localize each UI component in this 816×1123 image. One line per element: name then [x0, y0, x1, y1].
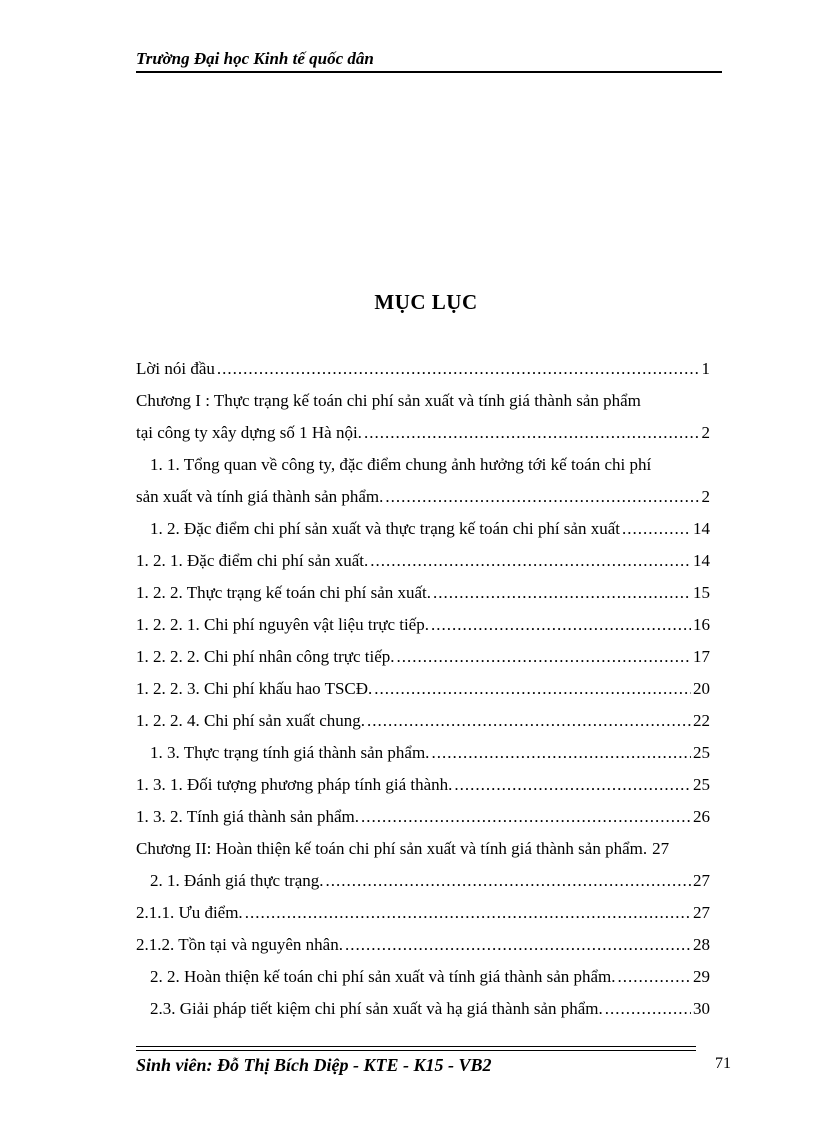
toc-entry-label-line1: 1. 1. Tổng quan về công ty, đặc điểm chung ảnh hưởng tới kế toán chi phí	[150, 455, 652, 474]
toc-entry[interactable]	[136, 612, 710, 644]
toc-entry-label: 1. 3. 1. Đối tượng phương pháp tính giá thành.	[136, 775, 453, 794]
footer-student: Sinh viên: Đỗ Thị Bích Diệp - KTE - K15 - VB2	[136, 1055, 492, 1075]
toc-page-number: 30	[693, 999, 710, 1018]
toc-entry[interactable]	[136, 836, 710, 868]
toc-entry[interactable]	[136, 740, 710, 772]
toc-leader	[385, 484, 699, 510]
toc-entry[interactable]	[136, 708, 710, 740]
toc-page-number: 16	[693, 615, 710, 634]
toc-page-number: 22	[693, 711, 710, 730]
toc-entry-label: 2. 2. Hoàn thiện kế toán chi phí sản xuất và tính giá thành sản phẩm.	[150, 967, 616, 986]
toc-entry-label: Lời nói đầu	[136, 359, 215, 378]
toc-leader	[622, 516, 691, 542]
toc-page-number: 14	[693, 551, 710, 570]
toc-entry[interactable]	[136, 676, 710, 708]
toc-entry-label: 2.1.2. Tồn tại và nguyên nhân.	[136, 935, 343, 954]
toc-entry[interactable]	[136, 644, 710, 676]
toc-entry[interactable]	[136, 964, 710, 996]
toc-page-number: 20	[693, 679, 710, 698]
toc-entry-label: 1. 3. Thực trạng tính giá thành sản phẩm.	[150, 743, 430, 762]
toc-entry[interactable]	[136, 388, 710, 452]
toc-entry[interactable]	[136, 580, 710, 612]
toc-entry-label: sản xuất và tính giá thành sản phẩm.	[136, 487, 384, 506]
toc-entry[interactable]	[136, 548, 710, 580]
toc-page-number: 2	[701, 487, 710, 506]
toc-leader	[370, 548, 691, 574]
toc-entry[interactable]	[136, 996, 710, 1028]
toc-entry-label: 1. 2. 2. 3. Chi phí khấu hao TSCĐ.	[136, 679, 373, 698]
toc-leader	[345, 932, 691, 958]
toc-entry[interactable]	[136, 804, 710, 836]
toc-page-number: 25	[693, 775, 710, 794]
toc-entry-label: 2. 1. Đánh giá thực trạng.	[150, 871, 324, 890]
toc-entry[interactable]	[136, 868, 710, 900]
toc-leader	[245, 900, 691, 926]
toc-entry[interactable]	[136, 900, 710, 932]
toc-entry[interactable]	[136, 932, 710, 964]
toc-page-number: 14	[693, 519, 710, 538]
toc-page-number: 27	[652, 839, 670, 858]
toc-leader	[217, 356, 700, 382]
toc-entry-label: 1. 2. 1. Đặc điểm chi phí sản xuất.	[136, 551, 369, 570]
toc-entry[interactable]	[136, 772, 710, 804]
toc-page-number: 27	[693, 903, 710, 922]
toc-entry-label: 1. 2. Đặc điểm chi phí sản xuất và thực trạng kế toán chi phí sản xuất	[150, 519, 620, 538]
footer-rule	[136, 1046, 696, 1047]
toc-entry-label: Chương II: Hoàn thiện kế toán chi phí sản xuất và tính giá thành sản phẩm.	[136, 839, 648, 858]
toc-leader	[454, 772, 691, 798]
toc-entry-label: tại công ty xây dựng số 1 Hà nội.	[136, 423, 362, 442]
toc-page-number: 26	[693, 807, 710, 826]
toc-leader	[374, 676, 691, 702]
toc-page-number: 25	[693, 743, 710, 762]
toc-entry-label: 1. 2. 2. 1. Chi phí nguyên vật liệu trực tiếp.	[136, 615, 429, 634]
toc-leader	[326, 868, 691, 894]
toc-page-number: 2	[701, 423, 710, 442]
toc-leader	[433, 580, 691, 606]
toc-leader	[431, 612, 691, 638]
toc-leader	[431, 740, 691, 766]
toc-leader	[397, 644, 691, 670]
toc-entry-label: 1. 2. 2. 2. Chi phí nhân công trực tiếp.	[136, 647, 395, 666]
toc-entry[interactable]	[136, 452, 710, 516]
header-rule	[136, 71, 722, 73]
page-header-school: Trường Đại học Kinh tế quốc dân	[136, 49, 374, 68]
toc-title: MỤC LỤC	[374, 290, 478, 314]
toc-entry-label: 2.1.1. Ưu điểm.	[136, 903, 243, 922]
table-of-contents	[136, 356, 710, 1028]
toc-leader	[361, 804, 691, 830]
toc-entry-label: 1. 3. 2. Tính giá thành sản phẩm.	[136, 807, 360, 826]
toc-entry-label: 2.3. Giải pháp tiết kiệm chi phí sản xuất và hạ giá thành sản phẩm.	[150, 999, 603, 1018]
toc-page-number: 15	[693, 583, 710, 602]
toc-entry[interactable]	[136, 516, 710, 548]
page-number: 71	[715, 1055, 731, 1072]
toc-page-number: 28	[693, 935, 710, 954]
toc-leader	[605, 996, 691, 1022]
toc-leader	[618, 964, 691, 990]
toc-entry[interactable]	[136, 356, 710, 388]
toc-page-number: 1	[701, 359, 710, 378]
toc-page-number: 27	[693, 871, 710, 890]
toc-leader	[367, 708, 691, 734]
toc-entry-label: 1. 2. 2. Thực trạng kế toán chi phí sản xuất.	[136, 583, 432, 602]
toc-entry-label: 1. 2. 2. 4. Chi phí sản xuất chung.	[136, 711, 366, 730]
toc-page-number: 17	[693, 647, 710, 666]
toc-page-number: 29	[693, 967, 710, 986]
toc-entry-label-line1: Chương I : Thực trạng kế toán chi phí sản xuất và tính giá thành sản phẩm	[136, 391, 641, 410]
footer-rule	[136, 1050, 696, 1051]
toc-leader	[364, 420, 700, 446]
